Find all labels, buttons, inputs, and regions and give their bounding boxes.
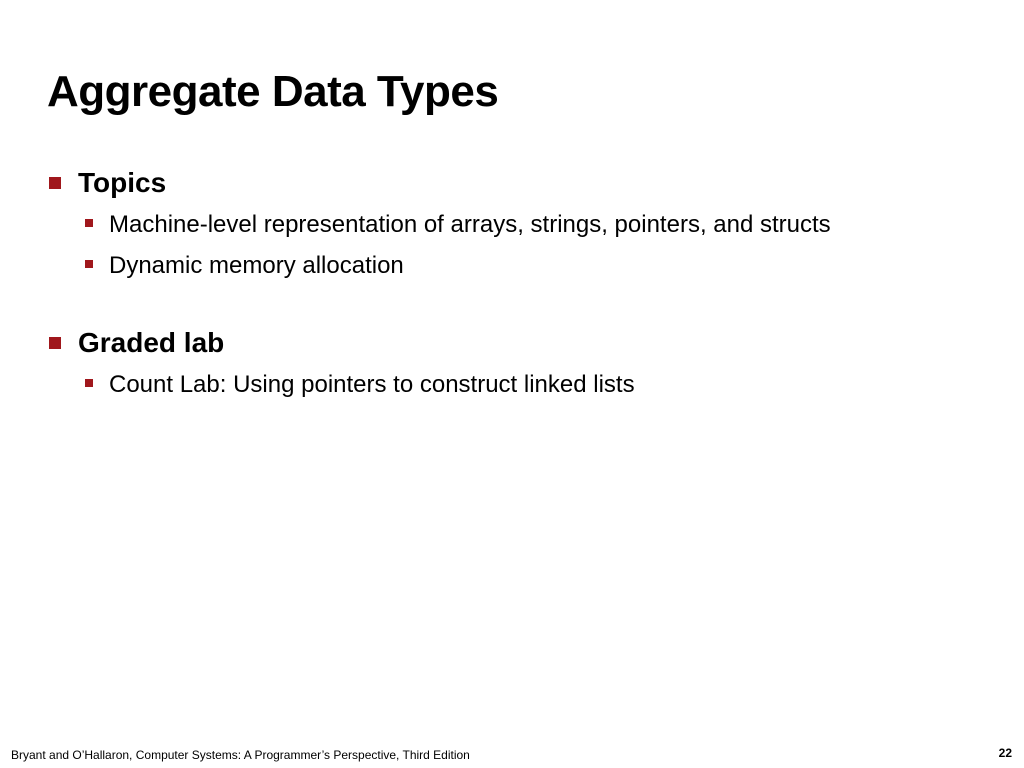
slide-content	[47, 165, 987, 408]
small-square-bullet-icon	[85, 219, 93, 227]
section-heading	[47, 325, 987, 361]
list-item	[85, 367, 987, 402]
list-item	[85, 207, 987, 242]
section-heading-text: Graded lab	[78, 327, 225, 358]
topics-list	[47, 207, 987, 283]
footer-citation: Bryant and O’Hallaron, Computer Systems: A Programmer’s Perspective, Third Edition	[11, 748, 470, 762]
section-heading-text: Topics	[78, 167, 167, 198]
page-number: 22	[998, 746, 1012, 760]
small-square-bullet-icon	[85, 379, 93, 387]
list-item-text: Machine-level representation of arrays, strings, pointers, and structs	[109, 210, 831, 238]
list-item-text: Dynamic memory allocation	[109, 251, 404, 279]
list-item-text: Count Lab: Using pointers to construct linked lists	[109, 370, 635, 398]
section-topics	[47, 165, 987, 283]
slide-title: Aggregate Data Types	[47, 67, 499, 116]
square-bullet-icon	[49, 177, 61, 189]
section-graded-lab	[47, 325, 987, 402]
square-bullet-icon	[49, 337, 61, 349]
list-item	[85, 248, 987, 283]
graded-lab-list	[47, 367, 987, 402]
section-heading	[47, 165, 987, 201]
small-square-bullet-icon	[85, 260, 93, 268]
